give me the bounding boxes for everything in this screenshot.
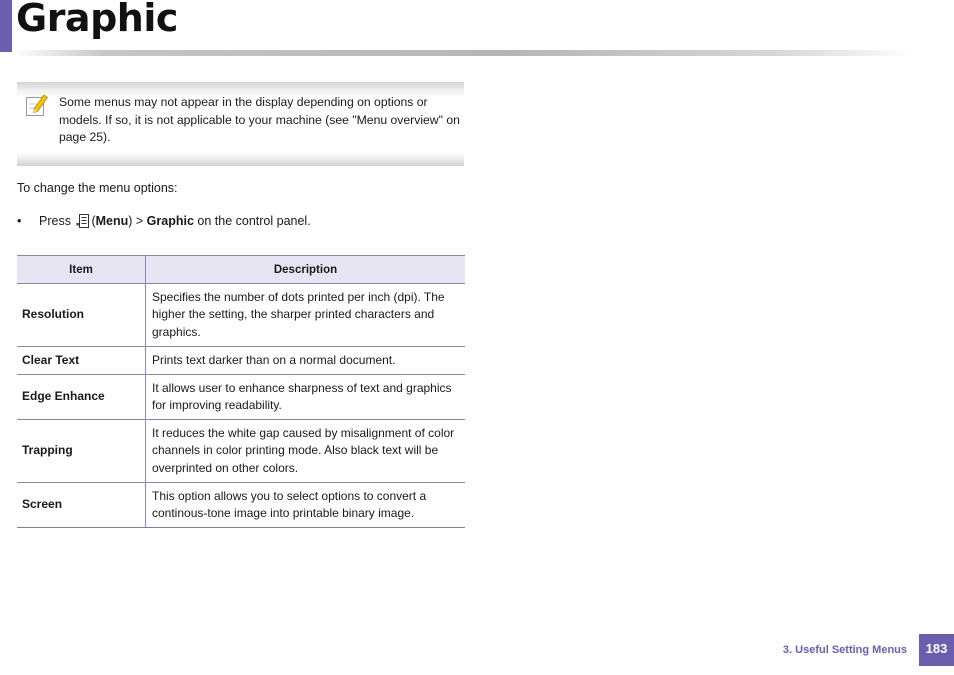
table-row <box>17 420 465 483</box>
intro-text: To change the menu options: <box>17 181 178 195</box>
page-title: Graphic <box>16 0 178 40</box>
row-item: Screen <box>17 483 146 528</box>
footer-section-link[interactable]: 3. Useful Setting Menus <box>782 644 907 656</box>
row-description: It allows user to enhance sharpness of text and graphics for improving readability. <box>146 375 466 420</box>
target-menu: Graphic <box>146 214 194 228</box>
instruction-suffix: on the control panel. <box>197 214 311 228</box>
table-row <box>17 347 465 375</box>
title-divider <box>14 50 914 56</box>
note-box <box>17 82 464 166</box>
row-description: It reduces the white gap caused by misalignment of color channels in color printing mode. Also black text will be overprinted on other colors. <box>146 420 466 483</box>
title-accent-bar <box>0 0 12 52</box>
row-item: Trapping <box>17 420 146 483</box>
header-item: Item <box>17 256 146 284</box>
row-item: Clear Text <box>17 347 146 375</box>
table-header-row <box>17 256 465 284</box>
header-description: Description <box>146 256 466 284</box>
bullet: • <box>17 214 22 228</box>
row-description: Prints text darker than on a normal document. <box>146 347 466 375</box>
graphic-options-table <box>17 255 465 528</box>
table-row <box>17 375 465 420</box>
note-text: Some menus may not appear in the display depending on options or models. If so, it is not applicable to your machine (see "Menu overview" on page 25). <box>59 95 460 144</box>
row-item: Resolution <box>17 284 146 347</box>
row-description: This option allows you to select options to convert a continous-tone image into printable binary image. <box>146 483 466 528</box>
menu-label: Menu <box>95 214 129 228</box>
table-row <box>17 284 465 347</box>
press-text: Press <box>39 214 71 228</box>
row-item: Edge Enhance <box>17 375 146 420</box>
paren-close: ) > <box>128 214 144 228</box>
table-row <box>17 483 465 528</box>
menu-icon <box>76 214 89 228</box>
note-pencil-icon <box>25 92 49 118</box>
page-number: 183 <box>919 634 954 666</box>
instruction-step <box>17 214 311 228</box>
row-description: Specifies the number of dots printed per inch (dpi). The higher the setting, the sharper printed characters and graphics. <box>146 284 466 347</box>
paren-open: ( <box>91 214 96 228</box>
